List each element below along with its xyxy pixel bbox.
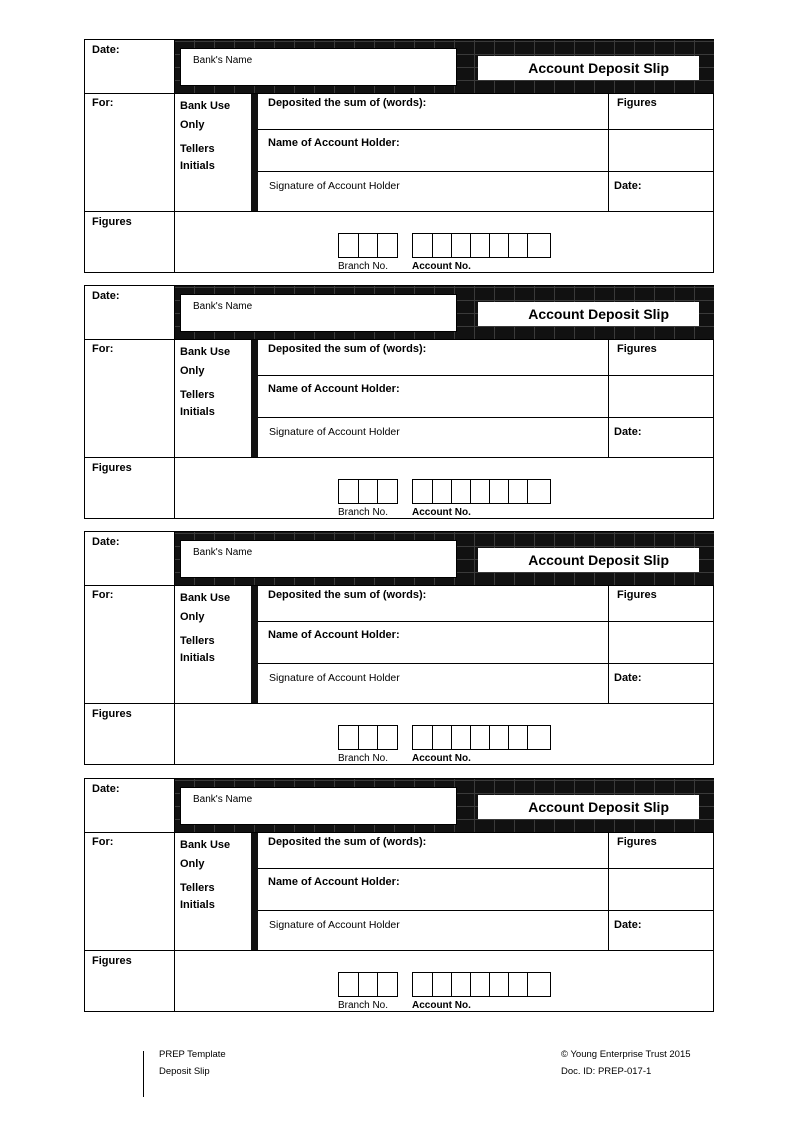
signature-field[interactable]: Signature of Account Holder — [269, 426, 400, 438]
footer-divider — [143, 1051, 144, 1097]
bank-name-label: Bank's Name — [193, 55, 253, 66]
footer-template-info — [159, 1046, 226, 1080]
signature-field[interactable]: Signature of Account Holder — [269, 919, 400, 931]
deposit-slip-2 — [84, 285, 714, 519]
bank-name-field[interactable] — [180, 294, 457, 332]
footer-copyright: © Young Enterprise Trust 2015 — [561, 1049, 691, 1060]
date-field[interactable]: Date: — [614, 426, 642, 438]
date-label: Date: — [92, 783, 120, 795]
deposited-sum-field[interactable]: Deposited the sum of (words): — [268, 589, 427, 601]
divider — [85, 339, 714, 340]
signature-field[interactable]: Signature of Account Holder — [269, 180, 400, 192]
bank-name-label: Bank's Name — [193, 794, 253, 805]
branch-number-boxes[interactable] — [338, 233, 398, 258]
branch-number-boxes[interactable] — [338, 479, 398, 504]
figures-label: Figures — [92, 955, 132, 967]
divider — [258, 375, 714, 376]
divider — [608, 833, 609, 950]
branch-no-label: Branch No. — [338, 507, 389, 518]
bank-use-only-label: Bank Use Only — [180, 839, 231, 870]
deposited-sum-field[interactable]: Deposited the sum of (words): — [268, 836, 427, 848]
for-label: For: — [92, 343, 114, 355]
slip-title: Account Deposit Slip — [478, 795, 699, 819]
tellers-initials-label: Tellers Initials — [180, 389, 215, 418]
divider — [174, 532, 175, 765]
bank-name-field[interactable] — [180, 540, 457, 578]
divider — [85, 703, 714, 704]
divider — [258, 663, 714, 664]
divider — [174, 779, 175, 1012]
tellers-initials-label: Tellers Initials — [180, 635, 215, 664]
divider — [85, 832, 714, 833]
divider — [258, 129, 714, 130]
footer-template-line2: Deposit Slip — [159, 1066, 210, 1077]
bank-name-field[interactable] — [180, 787, 457, 825]
date-label: Date: — [92, 536, 120, 548]
account-number-boxes[interactable] — [412, 972, 551, 997]
divider — [85, 93, 714, 94]
bank-use-only-label: Bank Use Only — [180, 346, 231, 377]
bank-name-label: Bank's Name — [193, 547, 253, 558]
deposit-slip-1 — [84, 39, 714, 273]
figures-label: Figures — [92, 462, 132, 474]
account-no-label: Account No. — [412, 1000, 471, 1011]
signature-field[interactable]: Signature of Account Holder — [269, 672, 400, 684]
deposited-sum-field[interactable]: Deposited the sum of (words): — [268, 97, 427, 109]
figures-label: Figures — [92, 216, 132, 228]
footer-doc-id: Doc. ID: PREP-017-1 — [561, 1066, 652, 1077]
divider — [85, 211, 714, 212]
account-no-label: Account No. — [412, 261, 471, 272]
figures-field[interactable]: Figures — [617, 836, 657, 848]
branch-number-boxes[interactable] — [338, 725, 398, 750]
account-number-boxes[interactable] — [412, 479, 551, 504]
date-field[interactable]: Date: — [614, 672, 642, 684]
black-bar — [251, 340, 258, 457]
divider — [608, 94, 609, 211]
account-holder-name-field[interactable]: Name of Account Holder: — [268, 137, 400, 149]
figures-field[interactable]: Figures — [617, 589, 657, 601]
tellers-initials-label: Tellers Initials — [180, 143, 215, 172]
bank-use-only-label: Bank Use Only — [180, 592, 231, 623]
date-label: Date: — [92, 290, 120, 302]
deposit-slip-4 — [84, 778, 714, 1012]
branch-number-boxes[interactable] — [338, 972, 398, 997]
deposit-slip-3 — [84, 531, 714, 765]
divider — [258, 910, 714, 911]
divider — [608, 586, 609, 703]
bank-use-only-label: Bank Use Only — [180, 100, 231, 131]
divider — [85, 457, 714, 458]
figures-label: Figures — [92, 708, 132, 720]
for-label: For: — [92, 836, 114, 848]
divider — [608, 340, 609, 457]
account-holder-name-field[interactable]: Name of Account Holder: — [268, 383, 400, 395]
footer-template-line1: PREP Template — [159, 1049, 226, 1060]
date-field[interactable]: Date: — [614, 919, 642, 931]
account-holder-name-field[interactable]: Name of Account Holder: — [268, 876, 400, 888]
figures-field[interactable]: Figures — [617, 97, 657, 109]
footer-doc-info — [561, 1046, 691, 1080]
tellers-initials-label: Tellers Initials — [180, 882, 215, 911]
for-label: For: — [92, 589, 114, 601]
branch-no-label: Branch No. — [338, 1000, 389, 1011]
branch-no-label: Branch No. — [338, 753, 389, 764]
figures-field[interactable]: Figures — [617, 343, 657, 355]
bank-name-field[interactable] — [180, 48, 457, 86]
account-holder-name-field[interactable]: Name of Account Holder: — [268, 629, 400, 641]
divider — [85, 950, 714, 951]
divider — [258, 417, 714, 418]
divider — [258, 171, 714, 172]
date-field[interactable]: Date: — [614, 180, 642, 192]
slip-title: Account Deposit Slip — [478, 548, 699, 572]
account-no-label: Account No. — [412, 507, 471, 518]
slip-title: Account Deposit Slip — [478, 302, 699, 326]
account-number-boxes[interactable] — [412, 233, 551, 258]
branch-no-label: Branch No. — [338, 261, 389, 272]
black-bar — [251, 94, 258, 211]
account-number-boxes[interactable] — [412, 725, 551, 750]
divider — [258, 868, 714, 869]
divider — [174, 286, 175, 519]
divider — [85, 585, 714, 586]
deposited-sum-field[interactable]: Deposited the sum of (words): — [268, 343, 427, 355]
account-no-label: Account No. — [412, 753, 471, 764]
divider — [258, 621, 714, 622]
black-bar — [251, 586, 258, 703]
for-label: For: — [92, 97, 114, 109]
black-bar — [251, 833, 258, 950]
divider — [174, 40, 175, 273]
bank-name-label: Bank's Name — [193, 301, 253, 312]
slip-title: Account Deposit Slip — [478, 56, 699, 80]
date-label: Date: — [92, 44, 120, 56]
